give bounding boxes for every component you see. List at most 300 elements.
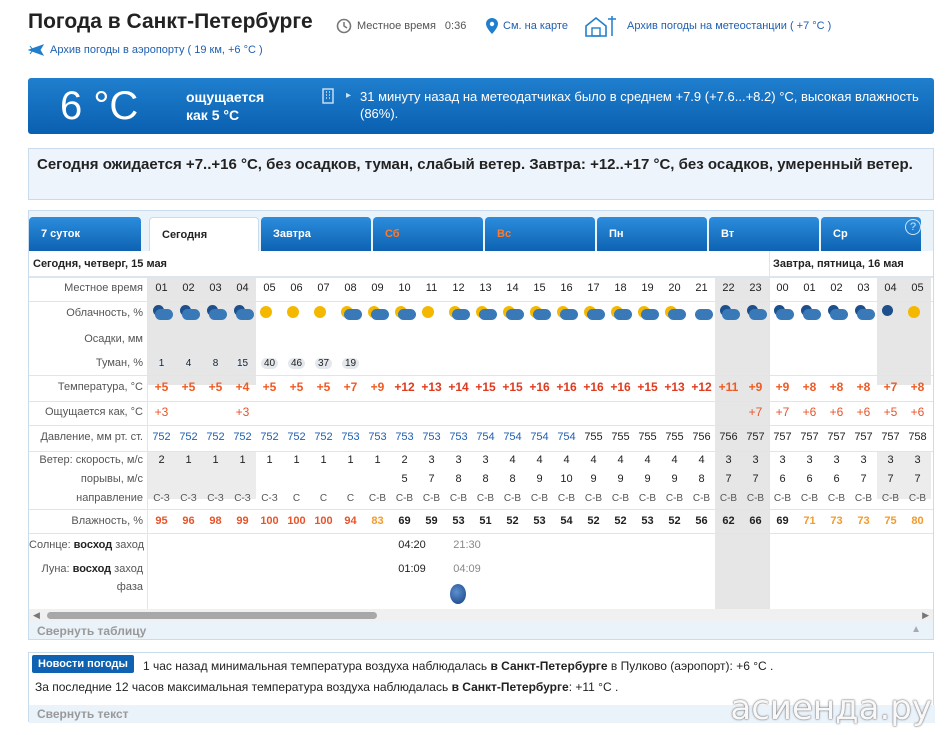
- wind-cell: 4: [671, 454, 678, 466]
- temperature-cell: +5: [316, 380, 331, 394]
- pressure-cell: 752: [260, 431, 279, 443]
- cloudy-night-icon: [798, 303, 822, 321]
- hour-cell: 01: [155, 282, 168, 294]
- temperature-cell: +9: [370, 380, 385, 394]
- day-tabs: [29, 217, 934, 251]
- pressure-cell: 753: [368, 431, 387, 443]
- pressure-cell: 757: [854, 431, 873, 443]
- wind-cell: 4: [590, 454, 597, 466]
- temperature-cell: +12: [394, 380, 415, 394]
- cloud-shape: [830, 309, 848, 320]
- wind-cell: 3: [725, 454, 732, 466]
- sun-shape: [908, 306, 920, 318]
- row-label-sun: [29, 539, 147, 551]
- hour-cell: 00: [776, 282, 789, 294]
- cloud-shape: [722, 309, 740, 320]
- direction-cell: С-В: [395, 493, 414, 504]
- collapse-text-link[interactable]: Свернуть текст: [29, 705, 935, 723]
- moon-cloud-icon: [825, 303, 849, 321]
- temperature-cell: +5: [154, 380, 169, 394]
- tab-day-4[interactable]: Вс: [485, 217, 595, 251]
- pressure-cell: 754: [476, 431, 495, 443]
- temperature-cell: +5: [289, 380, 304, 394]
- tab-day-3[interactable]: Сб: [373, 217, 483, 251]
- temperature-cell: +5: [181, 380, 196, 394]
- fog-cell: [283, 357, 310, 369]
- gust-cell: 9: [590, 473, 597, 485]
- gust-cell: 9: [536, 473, 543, 485]
- humidity-cell: 100: [314, 515, 333, 527]
- direction-cell: С-В: [530, 493, 549, 504]
- row-line: [29, 277, 934, 278]
- news-item-2: [35, 680, 618, 694]
- pressure-cell: 752: [179, 431, 198, 443]
- wind-cell: 1: [266, 454, 273, 466]
- sun-cloud-icon: [555, 303, 579, 321]
- feels-cell: +3: [235, 405, 250, 419]
- pressure-cell: 757: [881, 431, 900, 443]
- help-icon[interactable]: ?: [905, 219, 921, 235]
- temperature-cell: +14: [448, 380, 469, 394]
- moon-cloud-icon: [231, 303, 255, 321]
- humidity-cell: 73: [830, 515, 843, 527]
- cloud-shape: [371, 309, 389, 320]
- row-label-moon: [29, 563, 147, 575]
- hour-cell: 07: [317, 282, 330, 294]
- day-separator: [769, 251, 770, 609]
- pressure-cell: 754: [503, 431, 522, 443]
- wind-cell: 1: [347, 454, 354, 466]
- hour-cell: 10: [398, 282, 411, 294]
- sun-icon: [906, 303, 930, 321]
- cloud-shape: [641, 309, 659, 320]
- hour-cell: 19: [641, 282, 654, 294]
- moon-rise-label: восход: [72, 563, 112, 575]
- cloud-icon: [690, 303, 714, 321]
- scroll-right-icon[interactable]: ▶: [922, 610, 929, 620]
- direction-cell: С-З: [261, 493, 278, 504]
- pressure-cell: 756: [692, 431, 711, 443]
- gust-cell: 8: [698, 473, 705, 485]
- cloud-shape: [155, 309, 173, 320]
- pressure-cell: 757: [800, 431, 819, 443]
- gust-cell: 7: [752, 473, 759, 485]
- pressure-cell: 754: [530, 431, 549, 443]
- fog-value: 46: [288, 358, 305, 369]
- pressure-cell: 755: [611, 431, 630, 443]
- forecast-summary: Сегодня ожидается +7..+16 °C, без осадков, туман, слабый ветер. Завтра: +12..+17 °C, без осадков, умеренный ветер.: [28, 148, 934, 200]
- sun-icon: [420, 303, 444, 321]
- pressure-cell: 756: [719, 431, 738, 443]
- cloud-shape: [695, 309, 713, 320]
- sun-shape: [422, 306, 434, 318]
- airport-archive-text[interactable]: Архив погоды в аэропорту ( 19 км, +6 °C ): [50, 44, 263, 56]
- map-pin-icon: [486, 18, 498, 34]
- cloud-shape: [857, 309, 875, 320]
- clock-icon: [336, 18, 352, 34]
- direction-cell: С-В: [476, 493, 495, 504]
- humidity-cell: 73: [857, 515, 870, 527]
- sun-cloud-icon: [501, 303, 525, 321]
- humidity-cell: 95: [155, 515, 168, 527]
- sun-icon: [312, 303, 336, 321]
- pressure-cell: 753: [449, 431, 468, 443]
- sun-rise-label: восход: [73, 539, 113, 551]
- direction-cell: С-В: [746, 493, 765, 504]
- fog-cell: [148, 357, 175, 369]
- pressure-cell: 755: [638, 431, 657, 443]
- sun-cloud-icon: [582, 303, 606, 321]
- wind-cell: 4: [617, 454, 624, 466]
- cloud-shape: [533, 309, 551, 320]
- moon-shape: [882, 305, 893, 316]
- tab-day-5[interactable]: Пн: [597, 217, 707, 251]
- cloud-shape: [236, 309, 254, 320]
- hour-cell: 23: [749, 282, 762, 294]
- humidity-cell: 62: [722, 515, 735, 527]
- pressure-cell: 752: [314, 431, 333, 443]
- row-label-temp: Температура, °C: [57, 381, 143, 393]
- feels-cell: +6: [802, 405, 817, 419]
- gust-cell: 7: [914, 473, 921, 485]
- gust-cell: 9: [617, 473, 624, 485]
- direction-cell: С-В: [881, 493, 900, 504]
- wind-cell: 1: [212, 454, 219, 466]
- cloud-shape: [587, 309, 605, 320]
- cloud-shape: [803, 309, 821, 320]
- hour-cell: 02: [182, 282, 195, 294]
- cloud-shape: [479, 309, 497, 320]
- moon-icon: [879, 303, 903, 321]
- temperature-cell: +5: [208, 380, 223, 394]
- airplane-icon: [28, 43, 44, 57]
- direction-cell: С-В: [584, 493, 603, 504]
- temperature-cell: +16: [610, 380, 631, 394]
- hour-cell: 20: [668, 282, 681, 294]
- moon-cloud-icon: [852, 303, 876, 321]
- feels-cell: +3: [154, 405, 169, 419]
- label-separator: [147, 277, 148, 609]
- direction-cell: С-В: [908, 493, 927, 504]
- gust-cell: 7: [428, 473, 435, 485]
- temperature-cell: +13: [664, 380, 685, 394]
- sun-cloud-icon: [663, 303, 687, 321]
- tab-week[interactable]: 7 суток: [29, 217, 141, 251]
- wind-cell: 3: [779, 454, 786, 466]
- hour-cell: 01: [803, 282, 816, 294]
- tab-day-6[interactable]: Вт: [709, 217, 819, 251]
- temperature-cell: +5: [262, 380, 277, 394]
- station-archive[interactable]: [584, 14, 831, 38]
- humidity-cell: 100: [287, 515, 306, 527]
- humidity-cell: 52: [614, 515, 627, 527]
- news-1-text-a: 1 час назад минимальная температура воздуха наблюдалась: [143, 659, 491, 673]
- gust-cell: 9: [671, 473, 678, 485]
- local-time: [336, 18, 466, 34]
- row-label-direction: направление: [76, 492, 143, 504]
- night-shade: [715, 277, 769, 609]
- cloud-shape: [209, 309, 227, 320]
- station-archive-text[interactable]: Архив погоды на метеостанции ( +7 °C ): [627, 20, 832, 32]
- fog-cell: [175, 357, 202, 369]
- wind-cell: 3: [455, 454, 462, 466]
- row-label-gusts: порывы, м/с: [80, 473, 143, 485]
- news-1-text-c: в Пулково (аэропорт): +6 °C .: [607, 659, 774, 673]
- cloudy-night-icon: [744, 303, 768, 321]
- row-label-moon-phase: фаза: [116, 581, 143, 593]
- map-link-text[interactable]: См. на карте: [503, 20, 568, 32]
- direction-cell: С-В: [665, 493, 684, 504]
- gust-cell: 6: [779, 473, 786, 485]
- local-time-label: Местное время: [357, 20, 436, 32]
- sun-cloud-icon: [447, 303, 471, 321]
- fog-cell: [310, 357, 337, 369]
- wind-cell: 3: [428, 454, 435, 466]
- caret-up-icon[interactable]: ▲: [911, 624, 921, 635]
- row-line: [29, 451, 934, 452]
- humidity-cell: 59: [425, 515, 438, 527]
- pressure-cell: 753: [422, 431, 441, 443]
- moon-set-label: заход: [114, 563, 143, 575]
- feels-cell: +6: [856, 405, 871, 419]
- local-time-value: 0:36: [444, 20, 467, 32]
- wind-cell: 1: [374, 454, 381, 466]
- temperature-cell: +15: [637, 380, 658, 394]
- row-label-humidity: Влажность, %: [71, 515, 143, 527]
- wind-cell: 4: [536, 454, 543, 466]
- temperature-cell: +16: [556, 380, 577, 394]
- moon-cloud-icon: [204, 303, 228, 321]
- day-header-tomorrow: Завтра, пятница, 16 мая: [769, 251, 934, 277]
- moonrise-time: 01:09: [398, 563, 426, 575]
- row-label-fog: Туман, %: [95, 357, 143, 369]
- forecast-panel: [28, 210, 934, 640]
- wind-cell: 4: [509, 454, 516, 466]
- humidity-cell: 80: [911, 515, 924, 527]
- humidity-cell: 96: [182, 515, 195, 527]
- row-label-precip: Осадки, мм: [84, 333, 143, 345]
- row-line: [29, 401, 934, 402]
- wind-cell: 3: [833, 454, 840, 466]
- map-link[interactable]: [486, 18, 568, 34]
- gust-cell: 7: [887, 473, 894, 485]
- news-item-1: [143, 659, 773, 673]
- temperature-cell: +9: [748, 380, 763, 394]
- hour-cell: 06: [290, 282, 303, 294]
- sun-cloud-icon: [609, 303, 633, 321]
- humidity-cell: 100: [260, 515, 279, 527]
- hour-cell: 17: [587, 282, 600, 294]
- direction-cell: С-З: [234, 493, 251, 504]
- humidity-cell: 99: [236, 515, 249, 527]
- collapse-table-link[interactable]: Свернуть таблицу: [37, 624, 147, 638]
- fog-cell: [202, 357, 229, 369]
- pressure-cell: 752: [206, 431, 225, 443]
- tab-day-7[interactable]: Ср: [821, 217, 921, 251]
- news-tag[interactable]: Новости погоды: [32, 655, 134, 673]
- feels-cell: +6: [910, 405, 925, 419]
- hour-cell: 05: [911, 282, 924, 294]
- cloud-shape: [776, 309, 794, 320]
- humidity-cell: 51: [479, 515, 492, 527]
- pressure-cell: 757: [827, 431, 846, 443]
- hour-cell: 05: [263, 282, 276, 294]
- direction-cell: С-В: [854, 493, 873, 504]
- hour-cell: 08: [344, 282, 357, 294]
- cloudy-night-icon: [771, 303, 795, 321]
- humidity-cell: 83: [371, 515, 384, 527]
- hour-cell: 13: [479, 282, 492, 294]
- temperature-cell: +12: [691, 380, 712, 394]
- direction-cell: С-В: [422, 493, 441, 504]
- gust-cell: 6: [806, 473, 813, 485]
- humidity-cell: 75: [884, 515, 897, 527]
- humidity-cell: 69: [398, 515, 411, 527]
- sun-cloud-icon: [366, 303, 390, 321]
- news-2-text-a: За последние 12 часов максимальная температура воздуха наблюдалась: [35, 680, 452, 694]
- cloud-shape: [614, 309, 632, 320]
- direction-cell: С-В: [827, 493, 846, 504]
- cloud-shape: [182, 309, 200, 320]
- news-2-city: в Санкт-Петербурге: [451, 680, 569, 694]
- horizontal-scrollbar[interactable]: [29, 609, 934, 621]
- sun-cloud-icon: [636, 303, 660, 321]
- feels-like-line2: как 5 °C: [186, 107, 240, 123]
- humidity-cell: 52: [587, 515, 600, 527]
- fog-value: 4: [183, 358, 195, 369]
- fog-value: 15: [234, 358, 251, 369]
- wind-cell: 1: [293, 454, 300, 466]
- pressure-cell: 755: [665, 431, 684, 443]
- wind-cell: 4: [698, 454, 705, 466]
- fog-value: 37: [315, 358, 332, 369]
- direction-cell: С-З: [207, 493, 224, 504]
- cloudy-night-icon: [177, 303, 201, 321]
- temperature-cell: +8: [829, 380, 844, 394]
- temperature-cell: +4: [235, 380, 250, 394]
- moonset-time: 04:09: [453, 563, 481, 575]
- cloud-shape: [398, 309, 416, 320]
- humidity-cell: 98: [209, 515, 222, 527]
- direction-cell: С-В: [449, 493, 468, 504]
- sunrise-time: 04:20: [398, 539, 426, 551]
- humidity-cell: 53: [533, 515, 546, 527]
- sun-prefix: Солнце:: [29, 539, 71, 551]
- row-label-wind_speed: Ветер: скорость, м/с: [39, 454, 143, 466]
- wind-cell: 1: [239, 454, 246, 466]
- temperature-cell: +9: [775, 380, 790, 394]
- row-line: [29, 509, 934, 510]
- sun-cloud-icon: [393, 303, 417, 321]
- humidity-cell: 53: [452, 515, 465, 527]
- direction-cell: С-В: [638, 493, 657, 504]
- feels-cell: +6: [829, 405, 844, 419]
- moon-prefix: Луна:: [41, 563, 70, 575]
- direction-cell: С-В: [611, 493, 630, 504]
- hour-cell: 09: [371, 282, 384, 294]
- sensor-note: 31 минуту назад на метеодатчиках было в среднем +7.9 (+7.6...+8.2) °C, высокая влажность (86%).: [360, 89, 919, 121]
- sunset-time: 21:30: [453, 539, 481, 551]
- tab-day-2[interactable]: Завтра: [261, 217, 371, 251]
- temperature-cell: +8: [910, 380, 925, 394]
- temperature-cell: +8: [802, 380, 817, 394]
- humidity-cell: 53: [641, 515, 654, 527]
- sun-shape: [314, 306, 326, 318]
- hour-cell: 12: [452, 282, 465, 294]
- feels-cell: +7: [748, 405, 763, 419]
- gust-cell: 6: [833, 473, 840, 485]
- temperature-cell: +7: [883, 380, 898, 394]
- humidity-cell: 56: [695, 515, 708, 527]
- airport-archive[interactable]: [28, 43, 263, 57]
- row-label-pressure: Давление, мм рт. ст.: [40, 431, 143, 443]
- hour-cell: 11: [425, 282, 438, 294]
- current-temperature: 6 °C: [60, 84, 139, 128]
- row-line: [29, 375, 934, 376]
- gust-cell: 10: [560, 473, 573, 485]
- direction-cell: С: [319, 493, 328, 504]
- pressure-cell: 753: [341, 431, 360, 443]
- humidity-cell: 52: [506, 515, 519, 527]
- sun-cloud-icon: [339, 303, 363, 321]
- humidity-cell: 54: [560, 515, 573, 527]
- cloud-shape: [668, 309, 686, 320]
- pressure-cell: 752: [233, 431, 252, 443]
- temperature-cell: +7: [343, 380, 358, 394]
- wind-cell: 1: [320, 454, 327, 466]
- temperature-cell: +15: [475, 380, 496, 394]
- feels-cell: +7: [775, 405, 790, 419]
- direction-cell: С-З: [180, 493, 197, 504]
- scroll-left-icon[interactable]: ◀: [33, 610, 40, 620]
- pressure-cell: 752: [152, 431, 171, 443]
- humidity-cell: 52: [668, 515, 681, 527]
- gust-cell: 8: [455, 473, 462, 485]
- temperature-cell: +11: [718, 380, 739, 394]
- feels-like: [186, 88, 264, 124]
- page-header: [0, 0, 950, 70]
- fog-value: 19: [342, 358, 359, 369]
- pressure-cell: 757: [773, 431, 792, 443]
- sun-shape: [287, 306, 299, 318]
- pressure-cell: 752: [287, 431, 306, 443]
- sun-set-label: заход: [115, 539, 145, 551]
- wind-cell: 1: [185, 454, 192, 466]
- hour-cell: 03: [857, 282, 870, 294]
- gust-cell: 8: [482, 473, 489, 485]
- direction-cell: С-В: [692, 493, 711, 504]
- hour-cell: 02: [830, 282, 843, 294]
- site-watermark: асиенда.ру: [730, 688, 932, 728]
- row-line: [29, 425, 934, 426]
- news-2-text-c: : +11 °C .: [568, 680, 619, 694]
- wind-cell: 3: [752, 454, 759, 466]
- hour-cell: 15: [533, 282, 546, 294]
- pressure-cell: 754: [557, 431, 576, 443]
- fog-cell: [337, 357, 364, 369]
- temperature-cell: +16: [583, 380, 604, 394]
- scroll-thumb[interactable]: [47, 612, 377, 619]
- temperature-cell: +16: [529, 380, 550, 394]
- hour-cell: 14: [506, 282, 519, 294]
- direction-cell: С-В: [557, 493, 576, 504]
- gust-cell: 7: [725, 473, 732, 485]
- humidity-cell: 94: [344, 515, 357, 527]
- cloud-shape: [344, 309, 362, 320]
- fog-value: 1: [156, 358, 168, 369]
- feels-cell: +5: [883, 405, 898, 419]
- tab-day-1[interactable]: Сегодня: [149, 217, 259, 251]
